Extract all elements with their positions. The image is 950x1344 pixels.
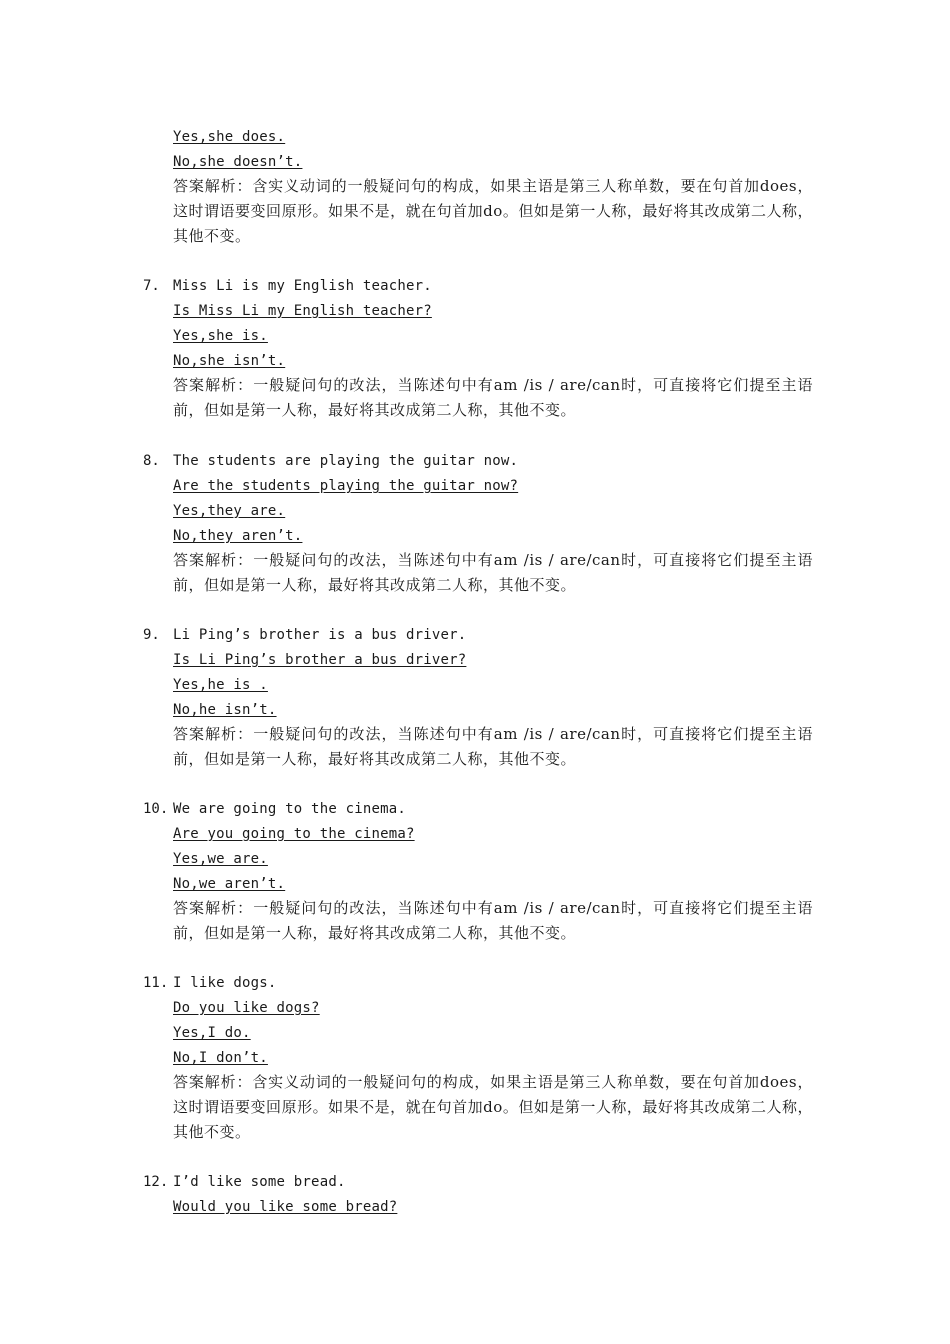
answer-yes: Yes,she is.: [173, 328, 268, 344]
item-question: Are you going to the cinema?: [173, 826, 415, 842]
item-number: 8.: [143, 453, 160, 469]
item-sentence: I like dogs.: [173, 975, 277, 991]
answer-yes: Yes,they are.: [173, 503, 286, 519]
item-sentence: Miss Li is my English teacher.: [173, 278, 432, 294]
item-sentence: I’d like some bread.: [173, 1174, 346, 1190]
answer-no: No,I don’t.: [173, 1050, 268, 1066]
item-question: Do you like dogs?: [173, 1000, 320, 1016]
answer-explanation: 答案解析：一般疑问句的改法，当陈述句中有am /is / are/can时，可直接将它们提至主语前，但如是第一人称，最好将其改成第二人称，其他不变。: [173, 376, 813, 419]
item-number: 9.: [143, 627, 160, 643]
item-number: 10.: [143, 801, 169, 817]
item-question: Are the students playing the guitar now?: [173, 478, 519, 494]
answer-yes: Yes,she does.: [173, 129, 286, 145]
answer-no: No,he isn’t.: [173, 702, 277, 718]
item-number: 11.: [143, 975, 169, 991]
answer-no: No,she isn’t.: [173, 353, 286, 369]
answer-yes: Yes,we are.: [173, 851, 268, 867]
item-sentence: We are going to the cinema.: [173, 801, 406, 817]
item-sentence: Li Ping’s brother is a bus driver.: [173, 627, 467, 643]
item-number: 7.: [143, 278, 160, 294]
answer-explanation: 答案解析：含实义动词的一般疑问句的构成，如果主语是第三人称单数，要在句首加does，这时谓语要变回原形。如果不是，就在句首加do。但如是第一人称，最好将其改成第二人称，其他不变。: [173, 1073, 813, 1141]
answer-explanation: 答案解析：一般疑问句的改法，当陈述句中有am /is / are/can时，可直接将它们提至主语前，但如是第一人称，最好将其改成第二人称，其他不变。: [173, 899, 813, 942]
answer-explanation: 答案解析：一般疑问句的改法，当陈述句中有am /is / are/can时，可直接将它们提至主语前，但如是第一人称，最好将其改成第二人称，其他不变。: [173, 725, 813, 768]
answer-explanation: 答案解析：一般疑问句的改法，当陈述句中有am /is / are/can时，可直接将它们提至主语前，但如是第一人称，最好将其改成第二人称，其他不变。: [173, 551, 813, 594]
item-sentence: The students are playing the guitar now.: [173, 453, 519, 469]
answer-yes: Yes,I do.: [173, 1025, 251, 1041]
item-question: Would you like some bread?: [173, 1199, 398, 1215]
answer-no: No,she doesn’t.: [173, 154, 303, 170]
answer-yes: Yes,he is .: [173, 677, 268, 693]
answer-no: No,they aren’t.: [173, 528, 303, 544]
item-question: Is Li Ping’s brother a bus driver?: [173, 652, 467, 668]
item-number: 12.: [143, 1174, 169, 1190]
answer-explanation: 答案解析：含实义动词的一般疑问句的构成，如果主语是第三人称单数，要在句首加does，这时谓语要变回原形。如果不是，就在句首加do。但如是第一人称，最好将其改成第二人称，其他不变。: [173, 177, 813, 245]
item-question: Is Miss Li my English teacher?: [173, 303, 432, 319]
answer-no: No,we aren’t.: [173, 876, 286, 892]
